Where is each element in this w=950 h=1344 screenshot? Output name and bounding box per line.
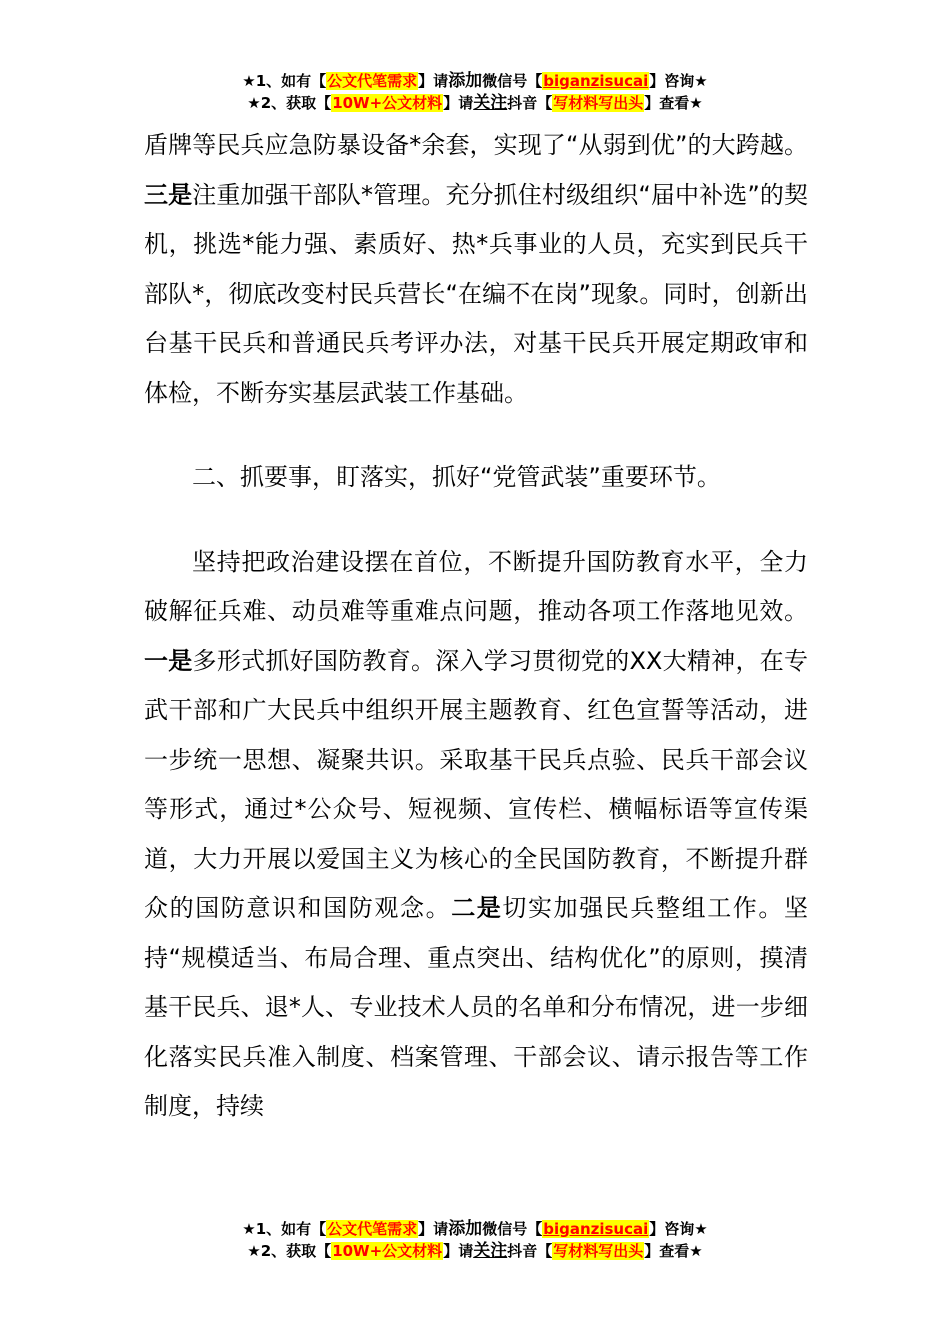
banner-text: 抖音【 <box>507 1242 553 1260</box>
banner-line-2 <box>0 1240 950 1262</box>
banner-emphasis: 关注 <box>473 93 508 113</box>
paragraph-text: 盾牌等民兵应急防暴设备*余套，实现了“从弱到优”的大跨越。 <box>144 131 808 159</box>
paragraph-continued <box>144 121 808 418</box>
banner-emphasis: 关注 <box>473 1241 508 1261</box>
banner-wechat-id: biganzisucai <box>543 1220 649 1238</box>
footer-banner <box>0 1218 950 1262</box>
banner-highlight: 公文代笔需求 <box>327 72 418 90</box>
paragraph-text: 切实加强民兵整组工作。坚持“规模适当、布局合理、重点突出、结构优化”的原则，摸清基干民兵、退*人、专业技术人员的名单和分布情况，进一步细化落实民兵准入制度、档案管理、干部会议、请示报告等工作制度，持续 <box>144 894 809 1120</box>
banner-line-1 <box>0 1218 950 1240</box>
banner-highlight: 10W+公文材料 <box>332 94 443 112</box>
banner-text: ★2、获取【 <box>247 94 332 112</box>
ordinal-label: 三是 <box>144 180 193 209</box>
banner-emphasis: 添加 <box>448 1219 483 1239</box>
paragraph-text: 多形式抓好国防教育。深入学习贯彻党的XX大精神，在专武干部和广大民兵中组织开展主题教育、红色宣誓等活动，进一步统一思想、凝聚共识。采取基干民兵点验、民兵干部会议等形式，通过*公众号、短视频、宣传栏、横幅标语等宣传渠道，大力开展以爱国主义为核心的全民国防教育，不断提升群众的国防意识和国防观念。 <box>144 646 808 922</box>
banner-line-1 <box>0 70 950 92</box>
banner-highlight: 公文代笔需求 <box>327 1220 418 1238</box>
banner-text: 】请 <box>443 94 474 112</box>
banner-line-2 <box>0 92 950 114</box>
banner-text: 】请 <box>418 1220 449 1238</box>
paragraph <box>144 538 808 1132</box>
document-body <box>144 121 808 1132</box>
banner-text: 】查看★ <box>644 1242 703 1260</box>
banner-wechat-id: biganzisucai <box>543 72 649 90</box>
banner-text: 微信号【 <box>482 72 543 90</box>
banner-highlight: 10W+公文材料 <box>332 1242 443 1260</box>
section-heading: 二、抓要事，盯落实，抓好“党管武装”重要环节。 <box>192 463 721 491</box>
banner-text: 】请 <box>443 1242 474 1260</box>
banner-text: 】请 <box>418 72 449 90</box>
banner-text: 微信号【 <box>482 1220 543 1238</box>
banner-text: ★2、获取【 <box>247 1242 332 1260</box>
ordinal-label: 一是 <box>144 646 193 675</box>
banner-text: 】查看★ <box>644 94 703 112</box>
ordinal-label: 二是 <box>451 894 503 922</box>
paragraph-text: 坚持把政治建设摆在首位，不断提升国防教育水平，全力破解征兵难、动员难等重难点问题，推动各项工作落地见效。 <box>144 547 808 625</box>
banner-text: ★1、如有【 <box>242 1220 327 1238</box>
banner-emphasis: 添加 <box>448 71 483 91</box>
header-banner <box>0 70 950 114</box>
banner-douyin-id: 写材料写出头 <box>553 1242 644 1260</box>
banner-douyin-id: 写材料写出头 <box>553 94 644 112</box>
paragraph-text: 注重加强干部队*管理。充分抓住村级组织“届中补选”的契机，挑选*能力强、素质好、热*兵事业的人员，充实到民兵干部队*，彻底改变村民兵营长“在编不在岗”现象。同时，创新出台基干民兵和普通民兵考评办法，对基干民兵开展定期政审和体检，不断夯实基层武装工作基础。 <box>144 180 809 407</box>
banner-text: 】咨询★ <box>649 72 708 90</box>
banner-text: ★1、如有【 <box>242 72 327 90</box>
banner-text: 】咨询★ <box>649 1220 708 1238</box>
banner-text: 抖音【 <box>507 94 553 112</box>
